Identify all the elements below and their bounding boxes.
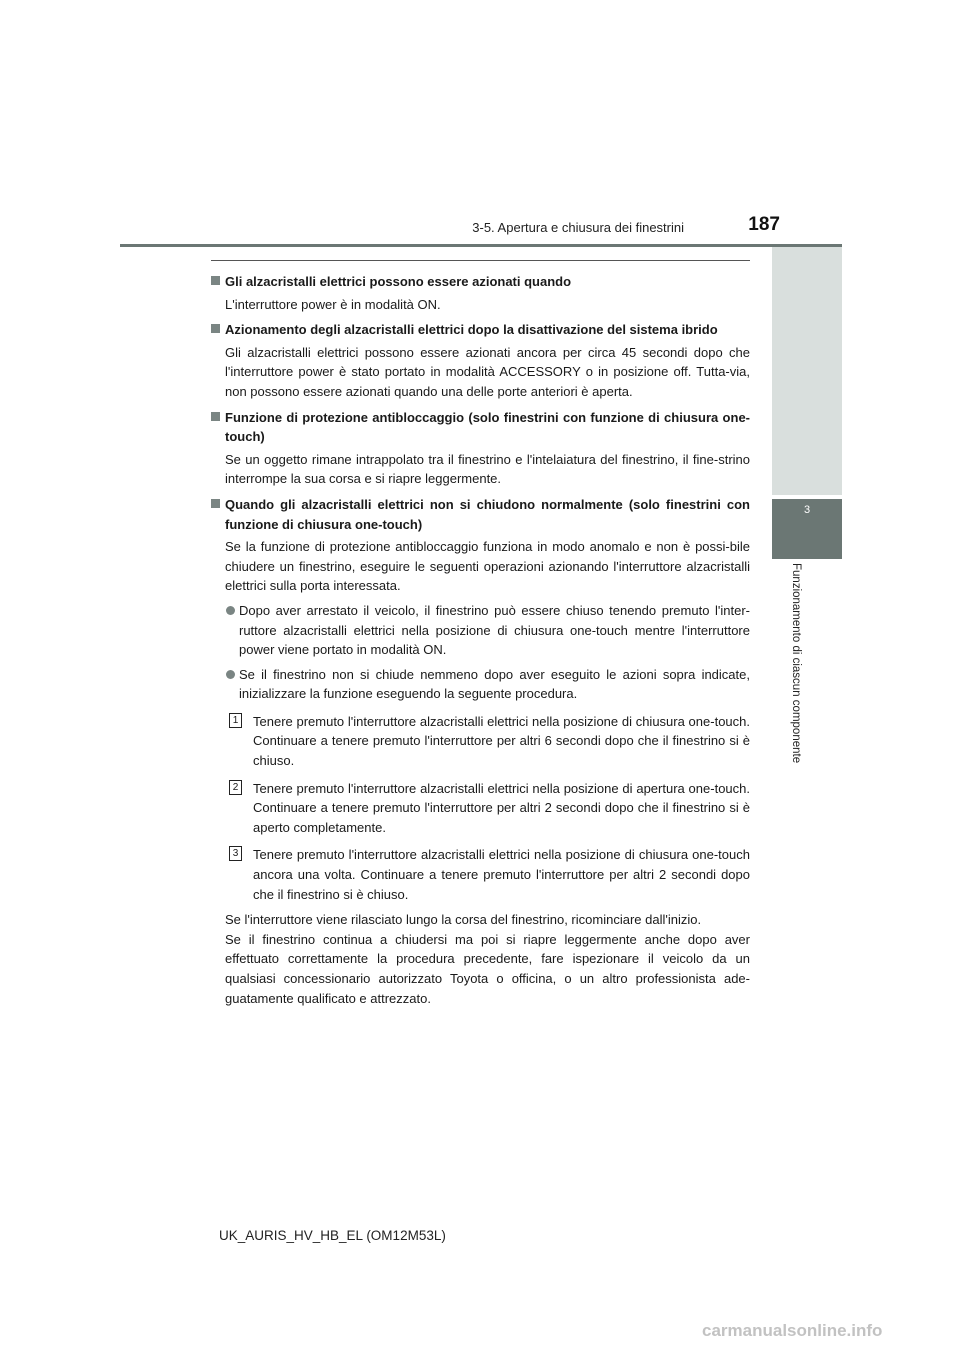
- section-title: 3-5. Apertura e chiusura dei finestrini: [472, 220, 684, 235]
- watermark: carmanualsonline.info: [702, 1321, 883, 1340]
- chapter-title-vertical: Funzionamento di ciascun componente: [790, 563, 802, 764]
- section-heading: Funzione di protezione antibloccaggio (solo finestrini con funzione di chiusura one-touch): [211, 408, 750, 447]
- section-body: L'interruttore power è in modalità ON.: [225, 296, 441, 312]
- step-number-badge: 1: [229, 713, 242, 728]
- square-bullet-icon: [211, 276, 220, 285]
- section-heading: Azionamento degli alzacristalli elettrici dopo la disattivazione del sistema ibrido: [211, 320, 750, 340]
- closing-paragraph: Se l'interruttore viene rilasciato lungo la corsa del finestrino, ricominciare dall'inizio. Se il finestrino continua a chiudersi ma poi si riapre leggermente anche dopo aver effettuato correttamente la procedura precedente, fare ispezionare il veicolo da un qualsiasi concessionario autorizzato Toyota o officina, o un altro professionista ade-guatamente qualificato e attrezzato.: [225, 912, 750, 1006]
- bullet-item: Dopo aver arrestato il veicolo, il finestrino può essere chiuso tenendo premuto l'inter-ruttore alzacristalli elettrici nella posizione di chiusura one-touch mentre l'interruttore power viene portato in modalità ON.: [211, 601, 750, 660]
- content-rule: [211, 260, 750, 261]
- step-number-badge: 2: [229, 780, 242, 795]
- section-heading: Quando gli alzacristalli elettrici non si chiudono normalmente (solo finestrini con funzione di chiusura one-touch): [211, 495, 750, 534]
- section-body: Gli alzacristalli elettrici possono essere azionati ancora per circa 45 secondi dopo che l'interruttore power è stato portato in modalità ACCESSORY o in posizione off. Tutta-via, non possono essere azionati quando una delle porte anteriori è aperta.: [225, 344, 750, 399]
- header-rule: [120, 244, 842, 247]
- circle-bullet-icon: [226, 670, 235, 679]
- step-number-badge: 3: [229, 846, 242, 861]
- page-number: 187: [748, 214, 780, 235]
- section-body: Se un oggetto rimane intrappolato tra il finestrino e l'intelaiatura del finestrino, il fine-strino interrompe la sua corsa e si riapre leggermente.: [225, 451, 750, 487]
- model-code-footer: UK_AURIS_HV_HB_EL (OM12M53L): [219, 1228, 446, 1243]
- square-bullet-icon: [211, 499, 220, 508]
- bullet-item: Se il finestrino non si chiude nemmeno dopo aver eseguito le azioni sopra indicate, inizializzare la funzione eseguendo la seguente procedura.: [211, 665, 750, 704]
- section-heading: Gli alzacristalli elettrici possono essere azionati quando: [211, 272, 750, 292]
- main-content: [211, 266, 750, 1008]
- section-body: Se la funzione di protezione antibloccaggio funziona in modo anomalo e non è possi-bile chiudere un finestrino, eseguire le seguenti operazioni azionando l'interruttore alzacristalli elettrici sulla porta interessata.: [225, 539, 750, 594]
- chapter-tab: 3: [772, 499, 842, 559]
- square-bullet-icon: [211, 324, 220, 333]
- side-tab-upper: [772, 247, 842, 495]
- procedure-step: 1 Tenere premuto l'interruttore alzacristalli elettrici nella posizione di chiusura one-touch. Continuare a tenere premuto l'interruttore per altri 6 secondi dopo che il finestrino si è chiuso.: [211, 712, 750, 771]
- circle-bullet-icon: [226, 606, 235, 615]
- procedure-step: 2 Tenere premuto l'interruttore alzacristalli elettrici nella posizione di apertura one-touch. Continuare a tenere premuto l'interruttore per altri 2 secondi dopo che il finestrino si è aperto completamente.: [211, 779, 750, 838]
- square-bullet-icon: [211, 412, 220, 421]
- procedure-step: 3 Tenere premuto l'interruttore alzacristalli elettrici nella posizione di chiusura one-touch ancora una volta. Continuare a tenere premuto l'interruttore per altri 2 secondi dopo che il finestrino si è chiuso.: [211, 845, 750, 904]
